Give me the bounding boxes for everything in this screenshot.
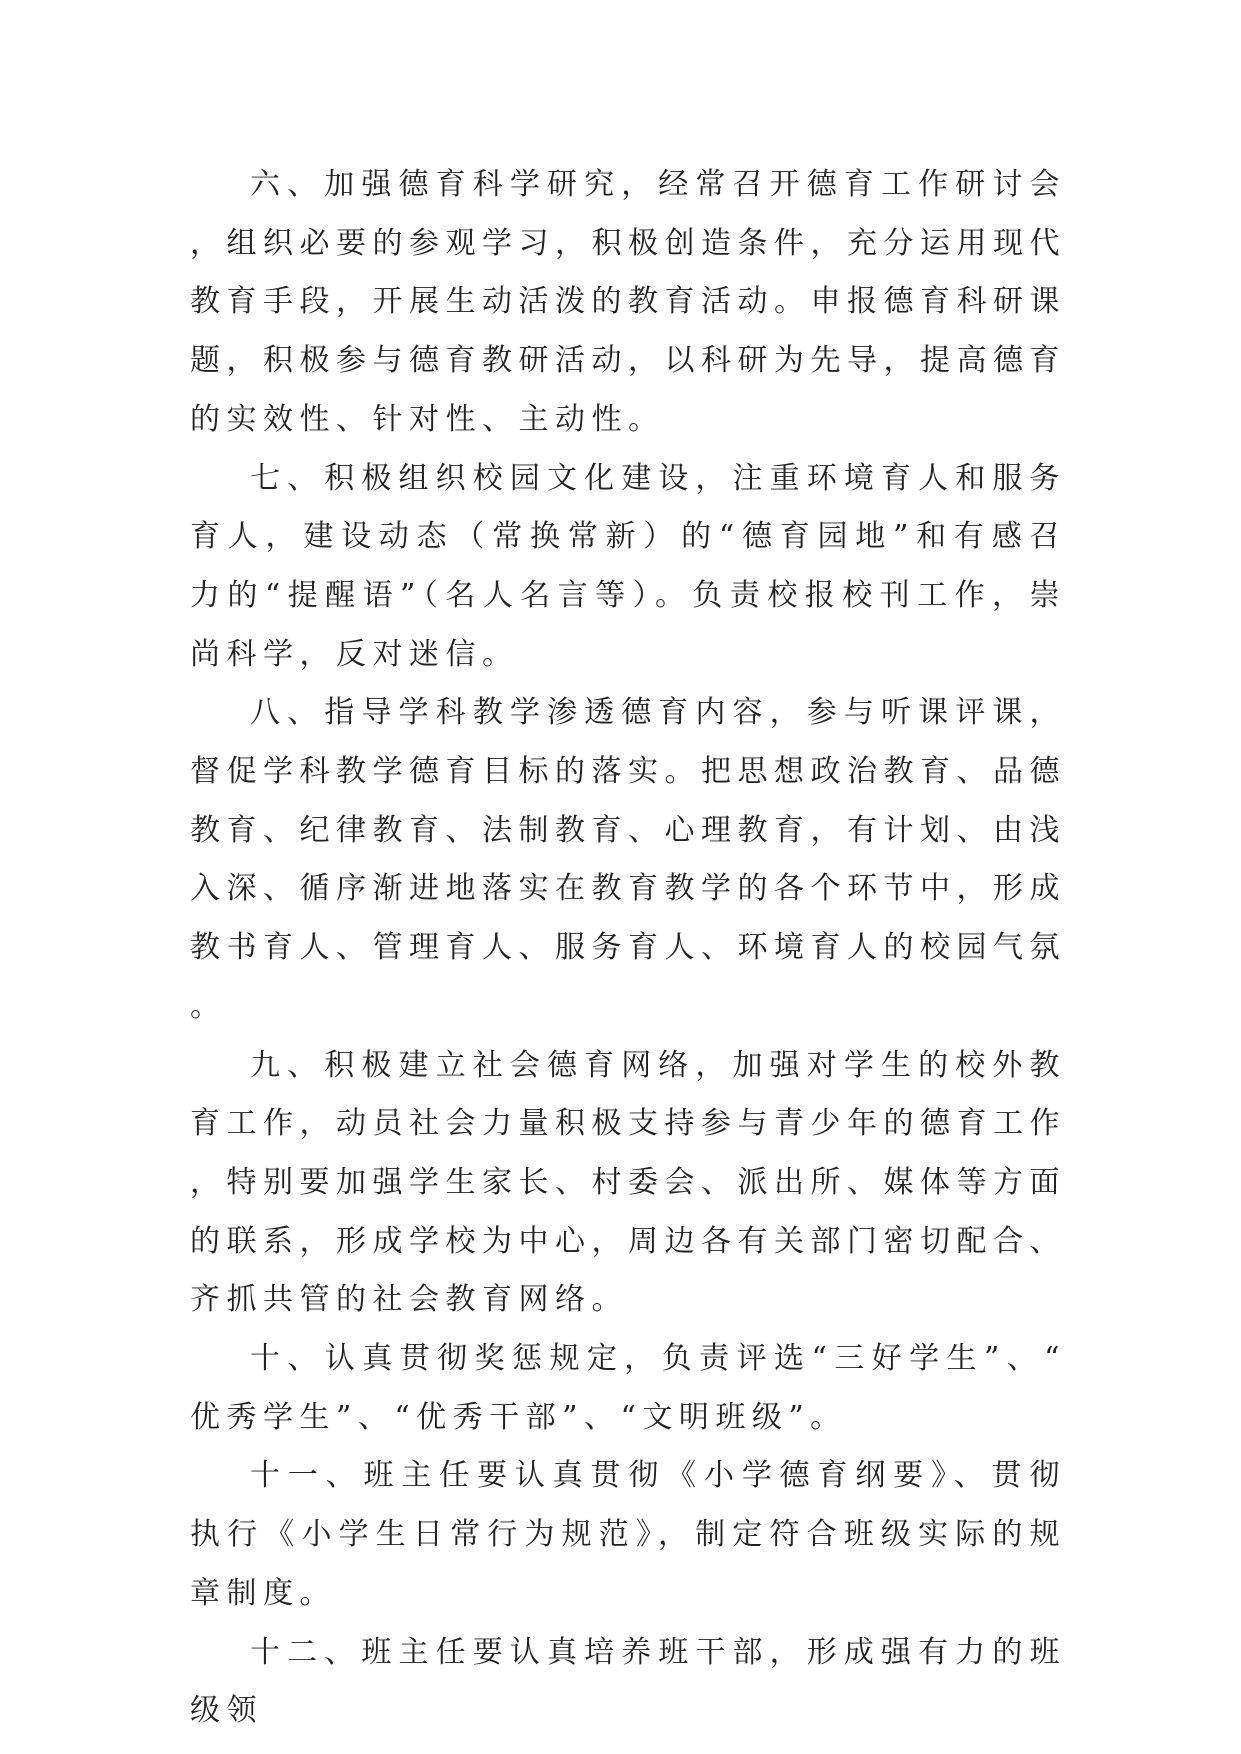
paragraph-item-12: 十二、班主任要认真培养班干部，形成强有力的班级领 <box>190 1634 1066 1729</box>
paragraph-item-9: 九、积极建立社会德育网络，加强对学生的校外教育工作，动员社会力量积极支持参与青少年的德育工作，特别要加强学生家长、村委会、派出所、媒体等方面的联系，形成学校为中心，周边各有关部门密切配合、齐抓共管的社会教育网络。 <box>190 1047 1066 1318</box>
paragraph-item-10: 十、认真贯彻奖惩规定，负责评选“三好学生”、“优秀学生”、“优秀干部”、“文明班级”。 <box>190 1341 1066 1435</box>
paragraph-item-8: 八、指导学科教学渗透德育内容，参与听课评课，督促学科教学德育目标的落实。把思想政治教育、品德教育、纪律教育、法制教育、心理教育，有计划、由浅入深、循序渐进地落实在教育教学的各个环节中，形成教书育人、管理育人、服务育人、环境育人的校园气氛。 <box>190 695 1066 1024</box>
document-body <box>190 156 1066 1741</box>
paragraph-item-7: 七、积极组织校园文化建设，注重环境育人和服务育人，建设动态（常换常新）的“德育园地”和有感召力的“提醒语”（名人名言等）。负责校报校刊工作，崇尚科学，反对迷信。 <box>190 460 1066 672</box>
paragraph-item-11: 十一、班主任要认真贯彻《小学德育纲要》、贯彻执行《小学生日常行为规范》，制定符合班级实际的规章制度。 <box>190 1458 1066 1611</box>
paragraph-item-6: 六、加强德育科学研究，经常召开德育工作研讨会，组织必要的参观学习，积极创造条件，充分运用现代教育手段，开展生动活泼的教育活动。申报德育科研课题，积极参与德育教研活动，以科研为先导，提高德育的实效性、针对性、主动性。 <box>190 167 1066 437</box>
